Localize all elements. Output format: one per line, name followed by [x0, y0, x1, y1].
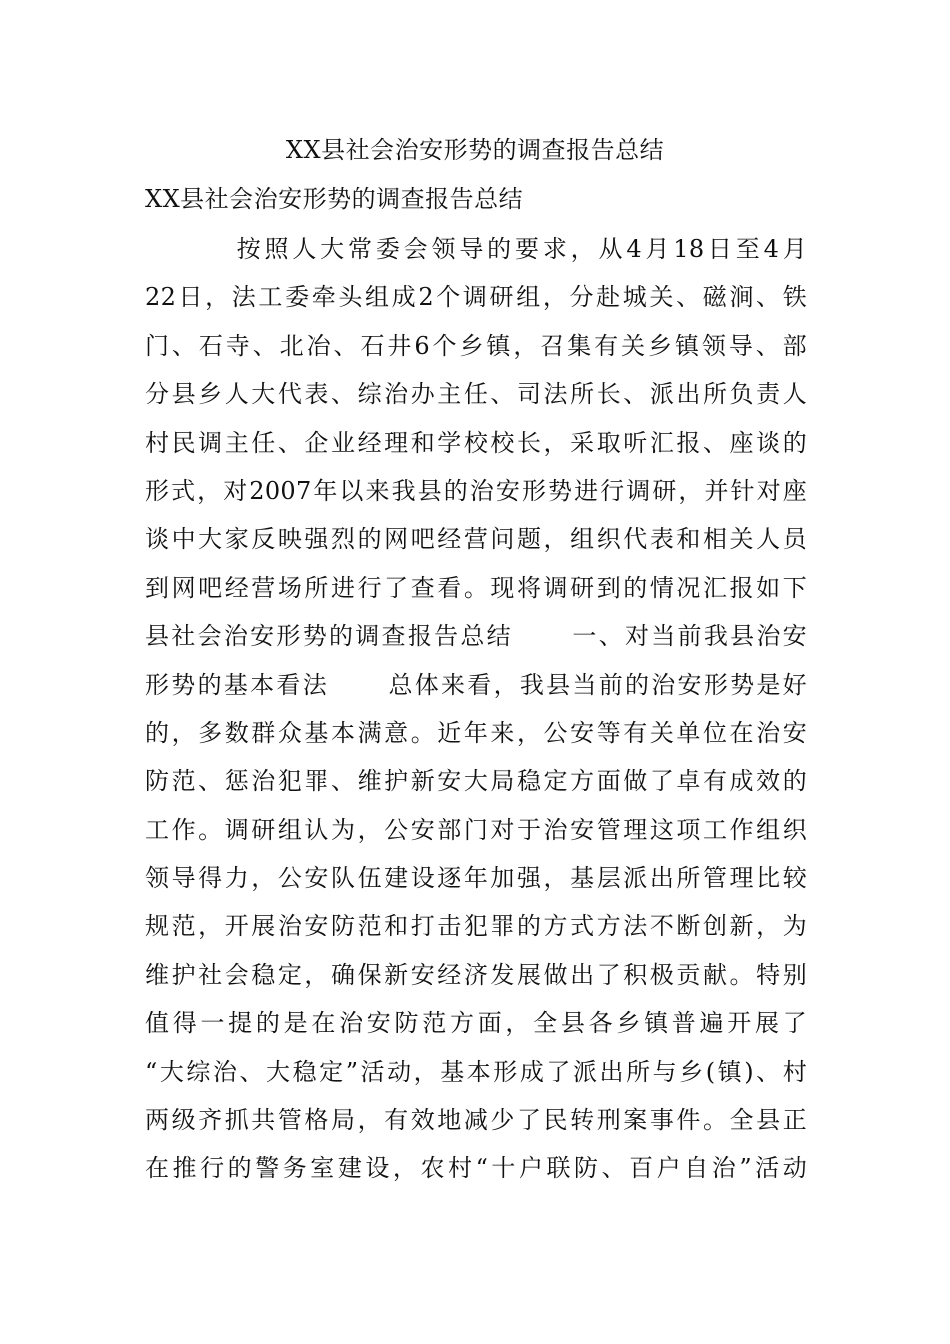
body-text-line: 村民调主任、企业经理和学校校长，采取听汇报、座谈的	[145, 428, 807, 457]
body-text-line: 防范、惩治犯罪、维护新安大局稳定方面做了卓有成效的	[145, 767, 807, 796]
body-text-line: 两级齐抓共管格局，有效地减少了民转刑案事件。全县正	[145, 1106, 807, 1135]
body-text-line: 工作。调研组认为，公安部门对于治安管理这项工作组织	[145, 815, 807, 844]
body-text-line: 的，多数群众基本满意。近年来，公安等有关单位在治安	[145, 718, 807, 747]
body-text-line: 领导得力，公安队伍建设逐年加强，基层派出所管理比较	[145, 864, 807, 893]
body-text-line: 值得一提的是在治安防范方面，全县各乡镇普遍开展了	[145, 1009, 807, 1038]
body-text-line: “大综治、大稳定”活动，基本形成了派出所与乡(镇)、村	[145, 1057, 807, 1086]
document-body	[145, 230, 807, 1198]
body-text-line: 形势的基本看法 总体来看，我县当前的治安形势是好	[145, 670, 807, 699]
body-text-line: 规范，开展治安防范和打击犯罪的方式方法不断创新，为	[145, 912, 807, 941]
body-text-line: 维护社会稳定，确保新安经济发展做出了积极贡献。特别	[145, 960, 807, 989]
body-text-line: 在推行的警务室建设，农村“十户联防、百户自治”活动	[145, 1154, 807, 1183]
body-text-line: 县社会治安形势的调查报告总结 一、对当前我县治安	[145, 622, 807, 651]
body-text-line: 按照人大常委会领导的要求，从4月18日至4月	[145, 235, 807, 263]
document-subtitle: XX县社会治安形势的调查报告总结	[145, 185, 524, 213]
body-text-line: 22日，法工委牵头组成2个调研组，分赴城关、磁涧、铁	[145, 283, 807, 312]
document-title: XX县社会治安形势的调查报告总结	[285, 136, 665, 164]
body-text-line: 到网吧经营场所进行了查看。现将调研到的情况汇报如下	[145, 573, 807, 602]
body-text-line: 形式，对2007年以来我县的治安形势进行调研，并针对座	[145, 476, 807, 505]
body-text-line: 谈中大家反映强烈的网吧经营问题，组织代表和相关人员	[145, 525, 807, 554]
body-text-line: 门、石寺、北冶、石井6个乡镇，召集有关乡镇领导、部	[145, 331, 807, 360]
body-text-line: 分县乡人大代表、综治办主任、司法所长、派出所负责人	[145, 380, 807, 409]
